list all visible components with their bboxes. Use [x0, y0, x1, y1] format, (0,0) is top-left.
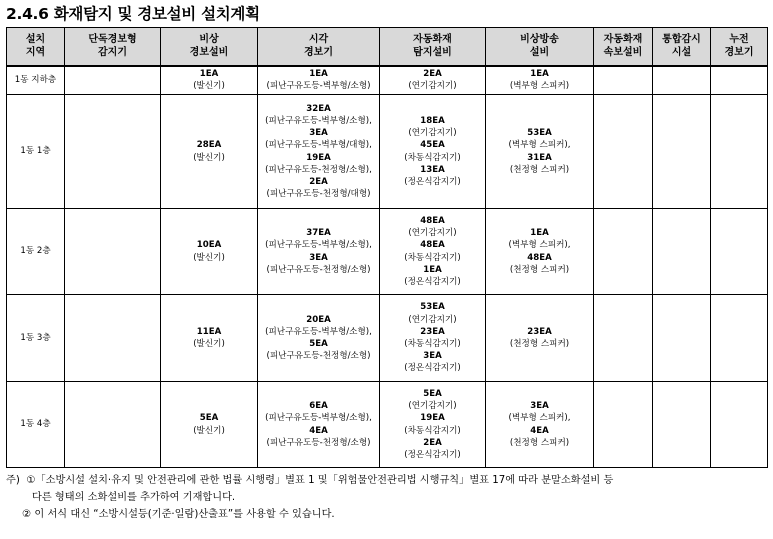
- table-row: [7, 66, 768, 95]
- quantity: 3EA: [309, 252, 328, 263]
- item-description: (피난구유도등-벽부형/소형): [266, 81, 371, 92]
- quantity: 5EA: [309, 339, 328, 349]
- item-description: (발신기): [193, 425, 225, 436]
- cell-visual-alarm: [258, 66, 380, 95]
- cell-auto-fire-detection: [380, 209, 486, 295]
- header-leak-alarm: 누전 경보기: [711, 28, 768, 66]
- item-description: (연기감지기): [408, 128, 457, 139]
- quantity: 11EA: [196, 326, 222, 337]
- cell-area: 1동 2층: [7, 209, 65, 295]
- quantity: 48EA: [420, 240, 445, 251]
- item-description: (피난구유도등-벽부형/소형),: [265, 240, 372, 251]
- header-emergency-broadcast: 비상방송 설비: [486, 28, 594, 66]
- cell-auto-fire-detection: [380, 66, 486, 95]
- header-row: [7, 28, 768, 66]
- item-description: (정온식감지기): [404, 363, 461, 374]
- cell-integrated-monitor: [653, 295, 711, 382]
- item-description: (피난구유도등-벽부형/소형),: [265, 326, 372, 337]
- quantity: 5EA: [423, 388, 442, 399]
- cell-area: 1동 4층: [7, 382, 65, 468]
- header-area: 설치 지역: [7, 28, 65, 66]
- quantity: 20EA: [306, 314, 331, 325]
- quantity: 3EA: [309, 128, 328, 139]
- quantity: 2EA: [423, 69, 442, 80]
- quantity: 31EA: [527, 152, 552, 163]
- table-row: [7, 382, 768, 468]
- quantity: 2EA: [309, 176, 328, 187]
- quantity: 3EA: [423, 351, 442, 362]
- item-description: (차동식감지기): [404, 425, 461, 436]
- quantity: 23EA: [420, 326, 445, 337]
- item-description: (피난구유도등-천정형/소형): [266, 351, 371, 362]
- item-description: (연기감지기): [408, 401, 457, 412]
- item-description: (피난구유도등-천정형/소형),: [265, 164, 372, 175]
- item-description: (천정형 스피커): [509, 437, 570, 448]
- cell-emergency-alarm: [161, 295, 258, 382]
- item-description: (벽부형 스피커),: [508, 413, 571, 424]
- header-auto-fire-detection: 자동화재 탐지설비: [380, 28, 486, 66]
- footnote-2: ② 이 서식 대신 “소방시설등(기준·일람)산출표”를 사용할 수 있습니다.: [22, 509, 335, 520]
- item-description: (천정형 스피커): [509, 339, 570, 349]
- header-single-detector: 단독경보형 감지기: [65, 28, 161, 66]
- cell-single-detector: [65, 295, 161, 382]
- item-description: (피난구유도등-천정형/소형): [266, 437, 371, 448]
- quantity: 37EA: [306, 228, 331, 239]
- cell-auto-fire-report: [594, 95, 653, 209]
- item-description: (벽부형 스피커),: [508, 240, 571, 251]
- quantity: 1EA: [199, 69, 219, 80]
- quantity: 53EA: [527, 128, 552, 139]
- quantity: 4EA: [309, 425, 328, 436]
- item-description: (천정형 스피커): [509, 164, 570, 175]
- item-description: (연기감지기): [408, 314, 457, 325]
- quantity: 48EA: [420, 215, 445, 226]
- cell-emergency-alarm: [161, 66, 258, 95]
- item-description: (벽부형 스피커),: [508, 140, 571, 151]
- item-description: (피난구유도등-벽부형/대형),: [265, 140, 372, 151]
- quantity: 45EA: [420, 140, 445, 151]
- cell-emergency-broadcast: [486, 66, 594, 95]
- item-description: (벽부형 스피커): [509, 81, 570, 92]
- cell-area: 1동 1층: [7, 95, 65, 209]
- item-description: (천정형 스피커): [509, 264, 570, 275]
- item-description: (피난구유도등-벽부형/소형),: [265, 413, 372, 424]
- quantity: 48EA: [527, 252, 552, 263]
- cell-leak-alarm: [711, 95, 768, 209]
- quantity: 19EA: [420, 413, 445, 424]
- cell-visual-alarm: [258, 295, 380, 382]
- cell-single-detector: [65, 95, 161, 209]
- quantity: 18EA: [420, 115, 445, 126]
- item-description: (정온식감지기): [404, 176, 461, 187]
- cell-visual-alarm: [258, 95, 380, 209]
- cell-integrated-monitor: [653, 66, 711, 95]
- header-auto-fire-report: 자동화재 속보설비: [594, 28, 653, 66]
- cell-leak-alarm: [711, 382, 768, 468]
- item-description: (발신기): [193, 81, 225, 92]
- table-row: [7, 209, 768, 295]
- cell-emergency-broadcast: [486, 95, 594, 209]
- item-description: (정온식감지기): [404, 449, 461, 460]
- quantity: 28EA: [196, 140, 222, 151]
- cell-area: 1동 지하층: [7, 66, 65, 95]
- cell-auto-fire-report: [594, 209, 653, 295]
- footnote-1: 주) ①「소방시설 설치·유지 및 안전관리에 관한 법률 시행령」별표 1 및「위험물안전관리법 시행규칙」별표 17에 따라 분말소화설비 등: [6, 475, 614, 486]
- quantity: 13EA: [420, 164, 445, 175]
- fire-alarm-plan-table: [6, 27, 768, 468]
- cell-integrated-monitor: [653, 95, 711, 209]
- cell-integrated-monitor: [653, 382, 711, 468]
- cell-leak-alarm: [711, 209, 768, 295]
- quantity: 4EA: [530, 425, 549, 436]
- quantity: 1EA: [309, 69, 328, 80]
- cell-auto-fire-report: [594, 295, 653, 382]
- cell-emergency-broadcast: [486, 382, 594, 468]
- item-description: (차동식감지기): [404, 339, 461, 349]
- footnote-1-continued: 다른 형태의 소화설비를 추가하여 기재합니다.: [32, 492, 236, 503]
- footnotes: [6, 472, 613, 523]
- quantity: 6EA: [309, 401, 328, 412]
- cell-auto-fire-detection: [380, 95, 486, 209]
- cell-emergency-alarm: [161, 209, 258, 295]
- cell-visual-alarm: [258, 209, 380, 295]
- quantity: 32EA: [306, 103, 331, 114]
- cell-emergency-broadcast: [486, 295, 594, 382]
- item-description: (연기감지기): [408, 81, 457, 92]
- item-description: (차동식감지기): [404, 152, 461, 163]
- item-description: (발신기): [193, 339, 225, 349]
- item-description: (정온식감지기): [404, 276, 461, 287]
- item-description: (피난구유도등-벽부형/소형),: [265, 115, 372, 126]
- header-integrated-monitor: 통합감시 시설: [653, 28, 711, 66]
- quantity: 19EA: [306, 152, 331, 163]
- item-description: (피난구유도등-천정형/대형): [266, 189, 371, 200]
- quantity: 23EA: [527, 326, 552, 337]
- cell-leak-alarm: [711, 66, 768, 95]
- table-row: [7, 295, 768, 382]
- item-description: (피난구유도등-천정형/소형): [266, 264, 371, 275]
- quantity: 1EA: [423, 264, 442, 275]
- cell-emergency-alarm: [161, 382, 258, 468]
- cell-auto-fire-report: [594, 66, 653, 95]
- cell-integrated-monitor: [653, 209, 711, 295]
- cell-auto-fire-report: [594, 382, 653, 468]
- table-row: [7, 95, 768, 209]
- cell-auto-fire-detection: [380, 295, 486, 382]
- cell-area: 1동 3층: [7, 295, 65, 382]
- quantity: 3EA: [530, 401, 549, 412]
- item-description: (차동식감지기): [404, 252, 461, 263]
- cell-emergency-broadcast: [486, 209, 594, 295]
- quantity: 1EA: [530, 228, 549, 239]
- quantity: 2EA: [423, 437, 442, 448]
- cell-visual-alarm: [258, 382, 380, 468]
- quantity: 1EA: [530, 69, 549, 80]
- quantity: 53EA: [420, 302, 445, 313]
- item-description: (연기감지기): [408, 228, 457, 239]
- cell-auto-fire-detection: [380, 382, 486, 468]
- cell-single-detector: [65, 209, 161, 295]
- cell-leak-alarm: [711, 295, 768, 382]
- quantity: 10EA: [196, 240, 222, 251]
- item-description: (발신기): [193, 252, 225, 263]
- item-description: (발신기): [193, 152, 225, 163]
- cell-single-detector: [65, 66, 161, 95]
- header-visual-alarm: 시각 경보기: [258, 28, 380, 66]
- section-title: 2.4.6 화재탐지 및 경보설비 설치계획: [6, 5, 260, 23]
- cell-single-detector: [65, 382, 161, 468]
- header-emergency-alarm: 비상 경보설비: [161, 28, 258, 66]
- cell-emergency-alarm: [161, 95, 258, 209]
- quantity: 5EA: [199, 413, 219, 424]
